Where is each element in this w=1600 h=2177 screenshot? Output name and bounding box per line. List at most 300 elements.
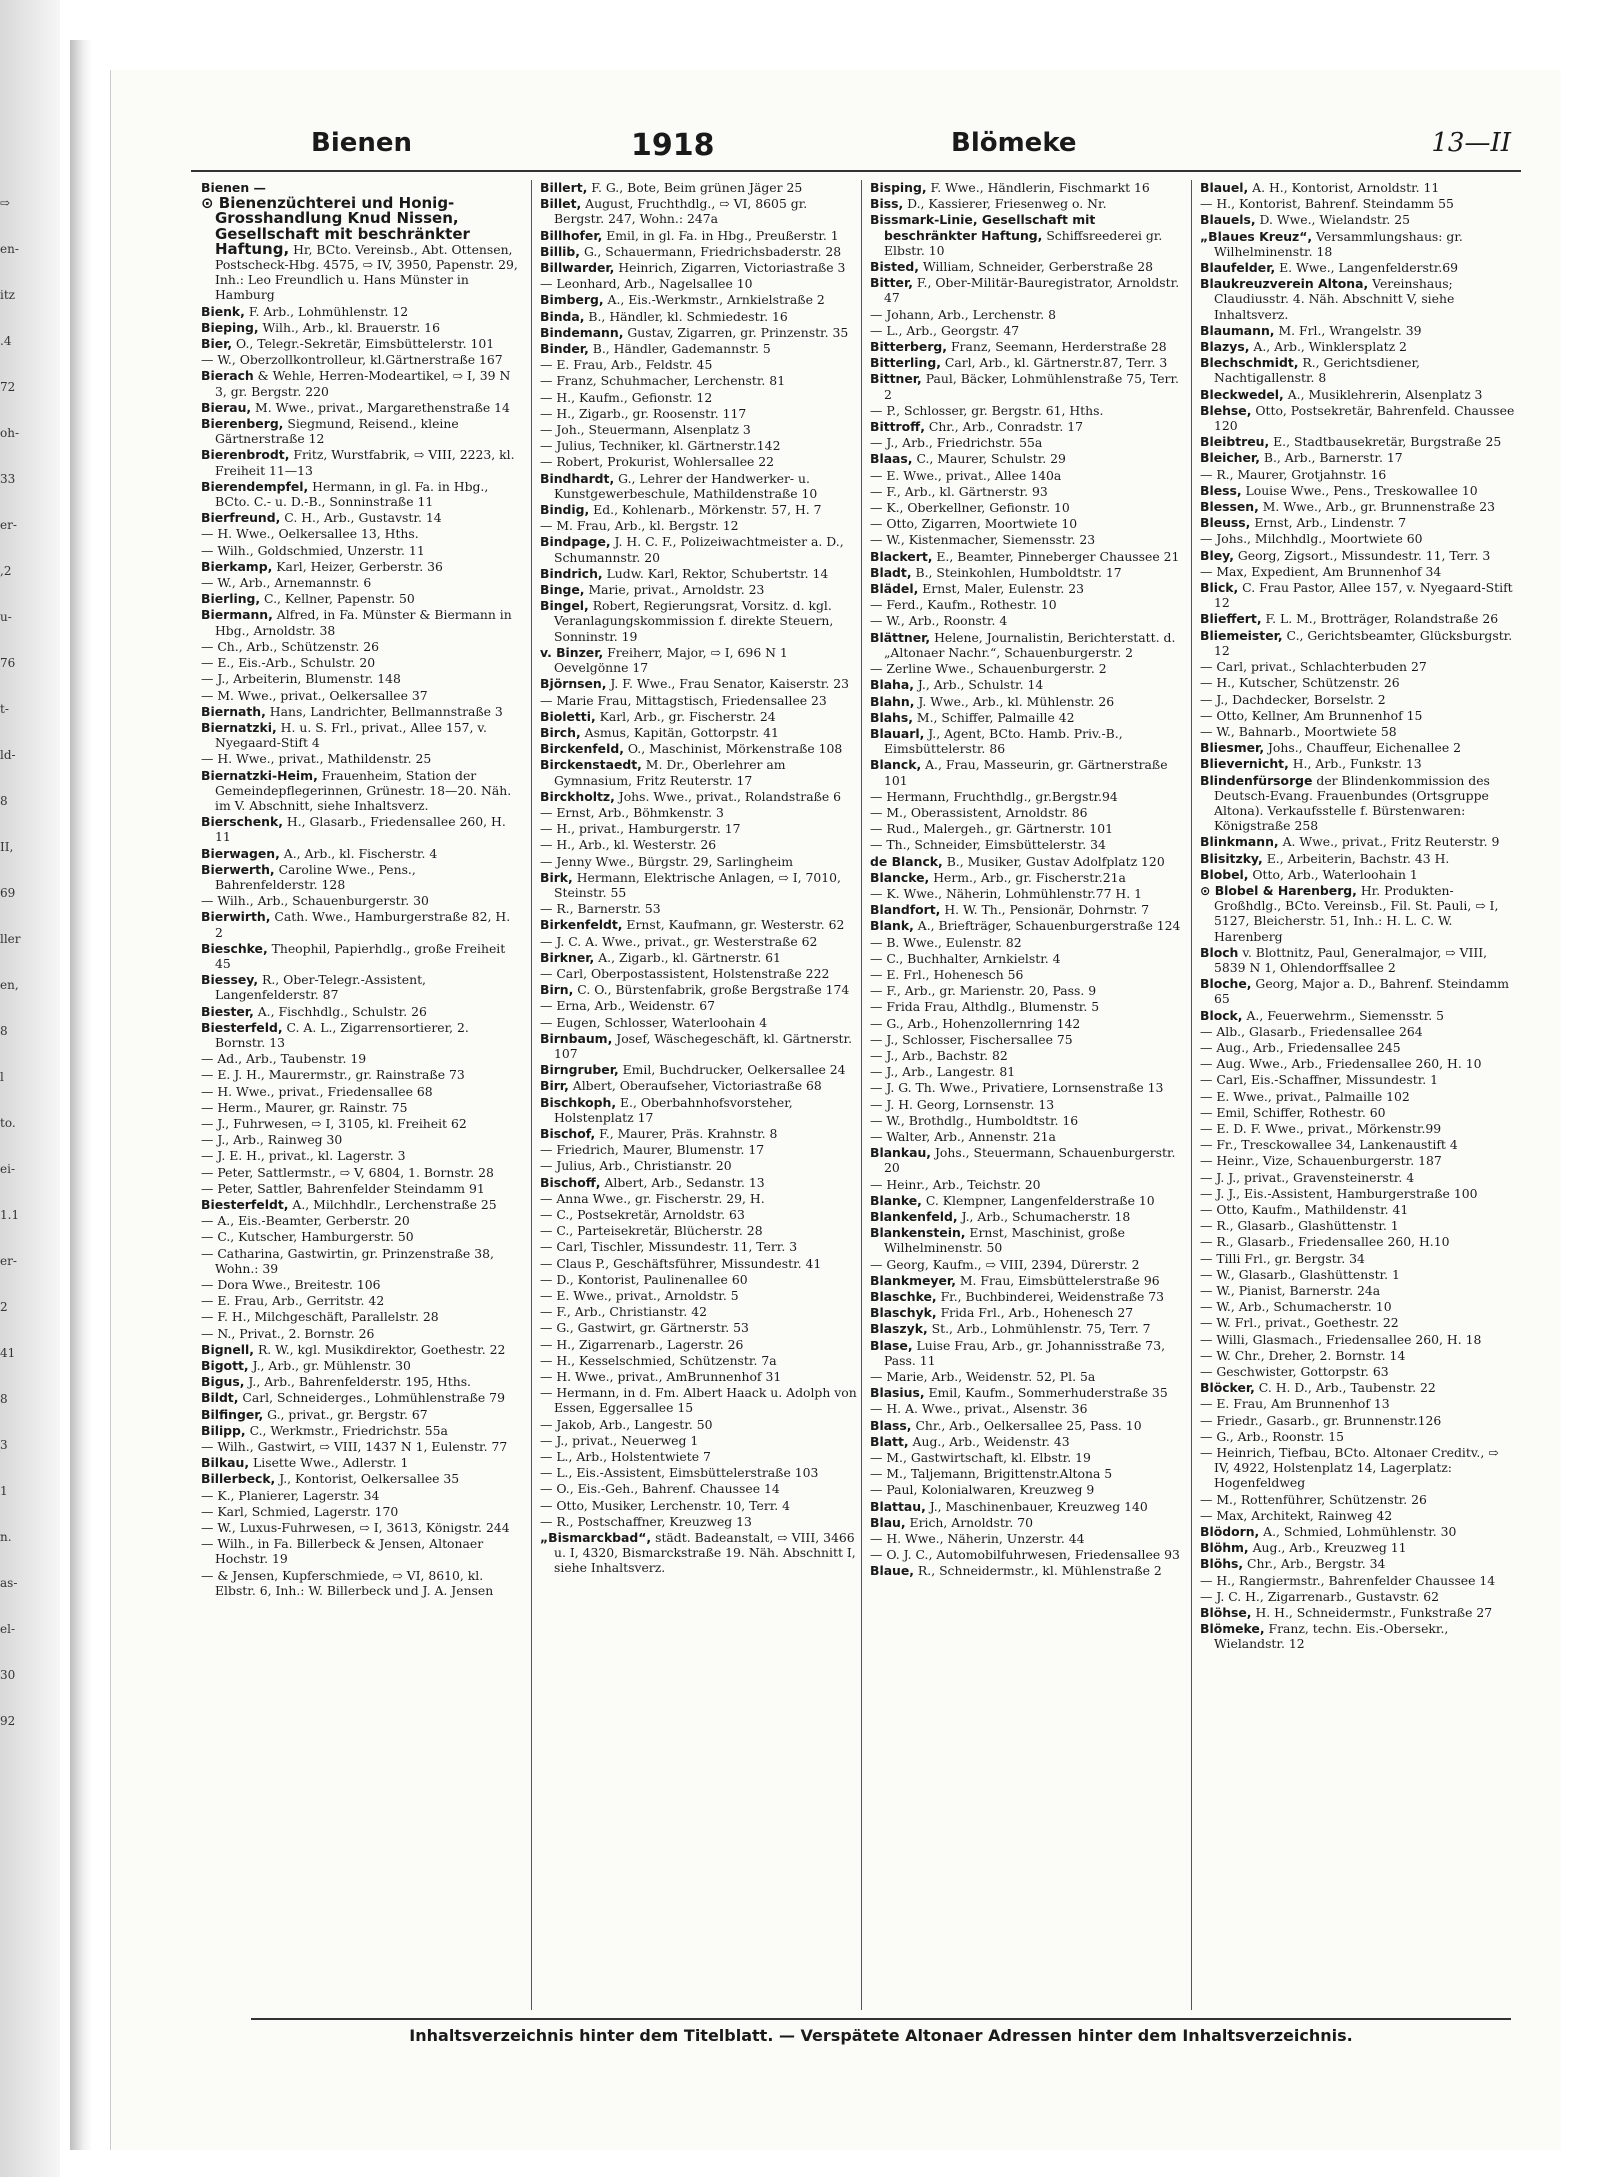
entry-name: Blankau, — [870, 1145, 932, 1161]
entry-details: — Eugen, Schlosser, Waterloohain 4 — [540, 1014, 768, 1030]
directory-entry — [540, 1320, 858, 1335]
entry-details: — H., Kontorist, Bahrenf. Steindamm 55 — [1200, 196, 1454, 212]
entry-details: — Fr., Tresckowallee 34, Lankenaustift 4 — [1200, 1137, 1458, 1153]
entry-details: C. Frau Pastor, Allee 157, v. Nyegaard-Stift 12 — [1214, 580, 1513, 611]
entry-details: — Jenny Wwe., Bürgstr. 29, Sarlingheim — [540, 853, 794, 869]
entry-details: — W., Brothdlg., Humboldtstr. 16 — [870, 1112, 1079, 1128]
entry-details: — Franz, Schuhmacher, Lerchenstr. 81 — [540, 373, 786, 389]
directory-entry — [1200, 851, 1518, 866]
entry-name: Blaszyk, — [870, 1321, 928, 1337]
entry-name: Blankenfeld, — [870, 1209, 958, 1224]
entry-details: Ed., Kohlenarb., Mörkenstr. 57, H. 7 — [589, 502, 822, 518]
directory-entry — [201, 1116, 519, 1131]
entry-details: Ludw. Karl, Rektor, Schubertstr. 14 — [602, 565, 829, 581]
entry-details: — L., Eis.-Assistent, Eimsbüttelerstraße 103 — [540, 1465, 819, 1481]
directory-entry — [1200, 1413, 1518, 1428]
directory-entry — [870, 1305, 1188, 1320]
directory-entry — [201, 575, 519, 590]
entry-details: — P., Schlosser, gr. Bergstr. 61, Hths. — [870, 402, 1104, 418]
entry-name: Bienen — — [201, 180, 266, 195]
entry-details: Ernst, Arb., Lindenstr. 7 — [1250, 515, 1407, 531]
entry-details: — W., Oberzollkontrolleur, kl.Gärtnerstraße 167 — [201, 352, 503, 368]
entry-name: Birnbaum, — [540, 1030, 613, 1046]
entry-name: de Blanck, — [870, 853, 943, 869]
directory-entry — [1200, 1445, 1518, 1491]
entry-details: — G., Arb., Hohenzollernring 142 — [870, 1015, 1081, 1031]
directory-entry — [540, 292, 858, 307]
entry-details: v. Blottnitz, Paul, Generalmajor, ⇨ VIII, 5839 N 1, Ohlendorffsallee 2 — [1214, 944, 1488, 975]
directory-entry — [870, 821, 1188, 836]
directory-entry — [870, 532, 1188, 547]
directory-entry — [201, 1407, 519, 1422]
directory-entry — [540, 1126, 858, 1141]
directory-entry — [870, 1032, 1188, 1047]
entry-details: — D., Kontorist, Paulinenallee 60 — [540, 1271, 748, 1287]
entry-details: G., privat., gr. Bergstr. 67 — [263, 1406, 428, 1422]
directory-entry — [1200, 1251, 1518, 1266]
directory-entry — [870, 886, 1188, 901]
directory-entry — [1200, 675, 1518, 690]
directory-entry — [540, 438, 858, 453]
entry-name: Block, — [1200, 1007, 1243, 1023]
entry-details: — Willi, Glasmach., Friedensallee 260, H. 18 — [1200, 1331, 1482, 1347]
entry-name: Bindig, — [540, 502, 590, 518]
directory-entry — [540, 1239, 858, 1254]
page-number: 13—II — [1431, 128, 1511, 158]
entry-details: — Otto, Musiker, Lerchenstr. 10, Terr. 4 — [540, 1497, 791, 1513]
entry-name: Bioletti, — [540, 708, 596, 724]
directory-entry — [1200, 434, 1518, 449]
margin-fragment: ,2 — [0, 564, 12, 578]
entry-name: Bierkamp, — [201, 558, 273, 574]
entry-details: — Herm., Maurer, gr. Rainstr. 75 — [201, 1099, 408, 1115]
directory-entry — [540, 1142, 858, 1157]
entry-name: Bildt, — [201, 1390, 239, 1406]
entry-name: Bigus, — [201, 1374, 245, 1390]
entry-name: Blancke, — [870, 869, 930, 885]
directory-entry — [540, 228, 858, 243]
entry-details: — Zerline Wwe., Schauenburgerstr. 2 — [870, 661, 1107, 677]
entry-details: — H., Rangiermstr., Bahrenfelder Chaussee 14 — [1200, 1572, 1496, 1588]
entry-details: — Aug., Arb., Friedensallee 245 — [1200, 1039, 1401, 1055]
entry-name: Blauels, — [1200, 212, 1256, 228]
directory-entry — [1200, 1556, 1518, 1571]
entry-name: Bloch — [1200, 944, 1239, 960]
entry-details: — C., Kutscher, Hamburgerstr. 50 — [201, 1229, 414, 1245]
entry-details: Georg, Zigsort., Missundestr. 11, Terr. 3 — [1233, 547, 1491, 563]
entry-name: Bliemeister, — [1200, 627, 1283, 643]
entry-name: Bigott, — [201, 1358, 249, 1374]
header-first-word: Bienen — [311, 128, 413, 158]
directory-entry — [1200, 1170, 1518, 1185]
entry-name: Blanck, — [870, 757, 922, 773]
entry-details: Versammlungshaus: gr. Wilhelminenstr. 18 — [1214, 228, 1463, 259]
entry-name: Bierwerth, — [201, 861, 275, 877]
entry-details: — B. Wwe., Eulenstr. 82 — [870, 934, 1022, 950]
entry-name: Blahs, — [870, 709, 913, 725]
entry-details: — Emil, Schiffer, Rothestr. 60 — [1200, 1104, 1386, 1120]
directory-entry — [201, 543, 519, 558]
entry-details: — Wilh., Arb., Schauenburgerstr. 30 — [201, 893, 429, 909]
directory-entry — [870, 1418, 1188, 1433]
entry-name: Blank, — [870, 918, 914, 934]
entry-details: — Otto, Kaufm., Mathildenstr. 41 — [1200, 1202, 1409, 1217]
entry-name: Blömeke, — [1200, 1621, 1265, 1637]
margin-fragment: .4 — [0, 334, 12, 348]
entry-name: Bierenbrodt, — [201, 447, 290, 463]
entry-details: — E. D. F. Wwe., privat., Mörkenstr.99 — [1200, 1120, 1442, 1136]
entry-name: Binder, — [540, 341, 589, 357]
entry-details: Ernst, Maschinist, große Wilhelminenstr. 50 — [884, 1225, 1125, 1256]
directory-entry — [1200, 773, 1518, 834]
entry-details: F. Wwe., Händlerin, Fischmarkt 16 — [926, 180, 1150, 195]
entry-details: J. F. Wwe., Frau Senator, Kaiserstr. 23 — [606, 676, 849, 692]
entry-details: — J. C. H., Zigarrenarb., Gustavstr. 62 — [1200, 1588, 1440, 1604]
directory-entry — [201, 1455, 519, 1470]
entry-details: Theophil, Papierhdlg., große Freiheit 45 — [215, 940, 506, 971]
directory-entry — [870, 1321, 1188, 1336]
entry-name: Bless, — [1200, 482, 1242, 498]
entry-details: — Marie, Arb., Weidenstr. 52, Pl. 5a — [870, 1369, 1096, 1385]
entry-name: Blaschyk, — [870, 1305, 937, 1321]
entry-name: Bingel, — [540, 598, 589, 614]
entry-details: — M., Gastwirtschaft, kl. Elbstr. 19 — [870, 1450, 1091, 1466]
directory-entry — [870, 1016, 1188, 1031]
directory-entry — [870, 967, 1188, 982]
entry-details: — Dora Wwe., Breitestr. 106 — [201, 1277, 381, 1293]
entry-details: — Otto, Kellner, Am Brunnenhof 15 — [1200, 707, 1423, 723]
directory-entry — [870, 355, 1188, 370]
entry-details: — H. Wwe., privat., AmBrunnenhof 31 — [540, 1369, 782, 1385]
entry-details: J., Arb., Schumacherstr. 18 — [957, 1209, 1131, 1224]
directory-entry — [1200, 339, 1518, 354]
directory-entry — [870, 1048, 1188, 1063]
entry-details: — H. Wwe., Oelkersallee 13, Hths. — [201, 526, 419, 542]
entry-details: C., Kellner, Papenstr. 50 — [260, 591, 415, 607]
entry-name: „Blaues Kreuz“, — [1200, 228, 1313, 244]
margin-fragment: oh- — [0, 426, 20, 440]
entry-details: Vereinshaus; Claudiusstr. 4. Näh. Abschnitt V, siehe Inhaltsverz. — [1214, 276, 1455, 322]
directory-entry — [1200, 1008, 1518, 1023]
directory-entry — [540, 805, 858, 820]
entry-name: Bindpage, — [540, 534, 611, 550]
entry-name: Birckenstaedt, — [540, 757, 642, 773]
entry-details: B., Steinkohlen, Humboldtstr. 17 — [911, 564, 1122, 580]
entry-details: — Tilli Frl., gr. Bergstr. 34 — [1200, 1250, 1365, 1266]
directory-entry — [1200, 1153, 1518, 1168]
entry-name: Bitterberg, — [870, 339, 948, 355]
directory-entry — [1200, 387, 1518, 402]
entry-details: — E. Frau, Arb., Gerritstr. 42 — [201, 1293, 385, 1309]
directory-entry — [201, 893, 519, 908]
directory-entry — [540, 917, 858, 932]
directory-entry — [201, 751, 519, 766]
entry-details: Karl, Arb., gr. Fischerstr. 24 — [595, 708, 776, 724]
entry-details: M. Wwe., Arb., gr. Brunnenstraße 23 — [1258, 499, 1496, 515]
directory-entry — [1200, 196, 1518, 211]
directory-entry — [1200, 548, 1518, 563]
directory-entry — [870, 451, 1188, 466]
entry-details: Johs., Chauffeur, Eichenallee 2 — [1264, 740, 1461, 756]
entry-name: Billib, — [540, 243, 581, 259]
entry-details: R., Gerichtsdiener, Nachtigallenstr. 8 — [1214, 355, 1420, 386]
entry-name: Biss, — [870, 196, 904, 212]
entry-details: — J., Arb., Rainweg 30 — [201, 1132, 343, 1148]
directory-entry — [540, 1498, 858, 1513]
directory-entry — [201, 1309, 519, 1324]
entry-details: B., Händler, kl. Schmiedestr. 16 — [584, 308, 788, 324]
entry-details: — Max, Expedient, Am Brunnenhof 34 — [1200, 563, 1442, 579]
entry-details: E., Beamter, Pinneberger Chaussee 21 — [932, 548, 1180, 564]
directory-entry — [1200, 1621, 1518, 1651]
directory-entry — [870, 902, 1188, 917]
directory-entry — [870, 307, 1188, 322]
entry-name: Blieffert, — [1200, 611, 1262, 627]
entry-name: Bierenberg, — [201, 416, 284, 432]
directory-entry — [201, 304, 519, 319]
entry-name: Blasius, — [870, 1385, 925, 1401]
entry-details: Heinrich, Zigarren, Victoriastraße 3 — [614, 260, 846, 276]
entry-details: Hr. Produkten-Großhdlg., BCto. Vereinsb., Fil. St. Pauli, ⇨ I, 5127, Bleicherstr. 51, Inh.: H. L. C. W. Harenberg — [1214, 882, 1499, 944]
directory-entry — [201, 1471, 519, 1486]
entry-details: Karl, Heizer, Gerberstr. 36 — [272, 558, 443, 574]
directory-entry — [870, 484, 1188, 499]
directory-entry — [1200, 740, 1518, 755]
entry-details: — W., Luxus-Fuhrwesen, ⇨ I, 3613, Königstr. 244 — [201, 1520, 510, 1536]
entry-details: — H. A. Wwe., privat., Alsenstr. 36 — [870, 1401, 1088, 1417]
directory-entry — [540, 196, 858, 226]
entry-details: D. Wwe., Wielandstr. 25 — [1255, 212, 1411, 228]
entry-name: Blauarl, — [870, 725, 925, 741]
directory-entry — [201, 1020, 519, 1050]
entry-name: Blaufelder, — [1200, 260, 1276, 276]
directory-entry — [870, 435, 1188, 450]
entry-details: H. u. S. Frl., privat., Allee 157, v. Nyegaard-Stift 4 — [215, 719, 487, 751]
directory-entry — [201, 368, 519, 398]
entry-name: Bloche, — [1200, 976, 1252, 992]
entry-name: Bierach — [201, 368, 254, 384]
entry-details: — K. Wwe., Näherin, Lohmühlenstr.77 H. 1 — [870, 885, 1143, 901]
margin-fragment: 72 — [0, 380, 16, 394]
entry-details: — K., Planierer, Lagerstr. 34 — [201, 1487, 380, 1503]
entry-details: — J. G. Th. Wwe., Privatiere, Lornsenstraße 13 — [870, 1080, 1164, 1096]
entry-details: F., Maurer, Präs. Krahnstr. 8 — [595, 1125, 778, 1141]
entry-details: — J. J., privat., Gravensteinerstr. 4 — [1200, 1169, 1415, 1185]
directory-entry — [201, 1148, 519, 1163]
directory-entry — [870, 212, 1188, 258]
entry-name: Blackert, — [870, 548, 933, 564]
directory-entry — [870, 468, 1188, 483]
entry-name: Bilipp, — [201, 1422, 246, 1438]
directory-entry — [870, 1113, 1188, 1128]
entry-details: Herm., Arb., gr. Fischerstr.21a — [929, 869, 1126, 885]
directory-entry — [201, 814, 519, 844]
entry-details: — Robert, Prokurist, Wohlersallee 22 — [540, 454, 775, 470]
entry-details: J. Wwe., Arb., kl. Mühlenstr. 26 — [914, 693, 1115, 709]
entry-details: A., Eis.-Werkmstr., Arnkielstraße 2 — [603, 292, 825, 308]
entry-details: Frida Frl., Arb., Hohenesch 27 — [936, 1305, 1134, 1321]
entry-name: Bierau, — [201, 399, 252, 415]
directory-entry — [1200, 1332, 1518, 1347]
directory-entry — [870, 1064, 1188, 1079]
directory-entry — [201, 1197, 519, 1212]
margin-fragment: ei- — [0, 1162, 15, 1176]
entry-details: Johs., Steuermann, Schauenburgerstr. 20 — [884, 1145, 1176, 1176]
directory-entry — [1200, 1121, 1518, 1136]
directory-entry — [540, 1433, 858, 1448]
entry-name: Blinkmann, — [1200, 834, 1279, 850]
directory-entry — [1200, 1573, 1518, 1588]
entry-details: — Wilh., Goldschmied, Unzerstr. 11 — [201, 542, 425, 558]
entry-details: R., Ober-Telegr.-Assistent, Langenfelderstr. 87 — [215, 972, 426, 1003]
directory-entry — [1200, 976, 1518, 1006]
margin-fragment: en, — [0, 978, 19, 992]
directory-entry — [540, 309, 858, 324]
entry-details: C. H., Arb., Gustavstr. 14 — [280, 510, 442, 526]
directory-entry — [870, 1080, 1188, 1095]
entry-name: Binda, — [540, 308, 585, 324]
entry-details: — Th., Schneider, Eimsbüttelerstr. 34 — [870, 837, 1106, 853]
directory-entry — [870, 323, 1188, 338]
entry-details: Georg, Major a. D., Bahrenf. Steindamm 65 — [1214, 976, 1509, 1007]
entry-details: — Peter, Sattlermstr., ⇨ V, 6804, 1. Bornstr. 28 — [201, 1164, 494, 1180]
directory-entry — [201, 400, 519, 415]
directory-entry — [201, 846, 519, 861]
entry-name: Bisted, — [870, 259, 919, 275]
directory-entry — [1200, 1267, 1518, 1282]
directory-entry — [870, 1401, 1188, 1416]
directory-entry — [870, 918, 1188, 933]
entry-name: Biesterfeld, — [201, 1019, 283, 1035]
entry-details: Alfred, in Fa. Münster & Biermann in Hbg., Arnoldstr. 38 — [215, 607, 512, 638]
directory-entry — [1200, 1299, 1518, 1314]
entry-details: — O., Eis.-Geh., Bahrenf. Chaussee 14 — [540, 1481, 780, 1497]
entry-name: Bieping, — [201, 319, 259, 335]
directory-entry — [540, 471, 858, 501]
directory-entry — [540, 518, 858, 533]
directory-entry — [870, 581, 1188, 596]
directory-entry — [1200, 1508, 1518, 1523]
entry-details: — Heinrich, Tiefbau, BCto. Altonaer Creditv., ⇨ IV, 4922, Holstenplatz 14, Lagerplatz: Hogenfeldweg — [1200, 1445, 1499, 1491]
entry-details: — J. C. A. Wwe., privat., gr. Westerstraße 62 — [540, 933, 818, 949]
directory-entry — [201, 941, 519, 971]
entry-name: Blazys, — [1200, 339, 1250, 355]
entry-details: Chr., Arb., Bergstr. 34 — [1243, 1556, 1386, 1572]
entry-details: C., Werkmstr., Friedrichstr. 55a — [245, 1422, 448, 1438]
previous-page-margin — [0, 180, 22, 2080]
entry-name: Bimberg, — [540, 292, 604, 308]
book-gutter — [70, 40, 92, 2150]
entry-details: — W., Kistenmacher, Siemensstr. 23 — [870, 532, 1096, 548]
entry-details: — J., privat., Neuerweg 1 — [540, 1432, 699, 1448]
entry-name: Bisping, — [870, 180, 927, 195]
directory-entry — [870, 597, 1188, 612]
entry-details: — E., Eis.-Arb., Schulstr. 20 — [201, 655, 376, 671]
directory-entry — [870, 1338, 1188, 1368]
entry-details: A. H., Kontorist, Arnoldstr. 11 — [1248, 180, 1440, 195]
entry-name: Biernath, — [201, 703, 266, 719]
entry-details: — Marie Frau, Mittagstisch, Friedensallee 23 — [540, 692, 827, 708]
directory-entry — [1200, 276, 1518, 322]
entry-details: — Frida Frau, Althdlg., Blumenstr. 5 — [870, 999, 1100, 1015]
entry-details: Johs. Wwe., privat., Rolandstraße 6 — [614, 788, 842, 804]
entry-details: — Catharina, Gastwirtin, gr. Prinzenstraße 38, Wohn.: 39 — [201, 1245, 494, 1276]
entry-details: Helene, Journalistin, Berichterstatt. d. „Altonaer Nachr.“, Schauenburgerstr. 2 — [884, 629, 1176, 660]
entry-name: Blaha, — [870, 677, 914, 693]
entry-details: — Friedrich, Maurer, Blumenstr. 17 — [540, 1142, 765, 1158]
directory-entry — [201, 1004, 519, 1019]
directory-entry — [1200, 1137, 1518, 1152]
entry-details: G., Schauermann, Friedrichsbaderstr. 28 — [580, 243, 842, 259]
directory-entry — [870, 1289, 1188, 1304]
entry-details: A. Wwe., privat., Fritz Reuterstr. 9 — [1278, 834, 1500, 850]
directory-entry — [540, 1369, 858, 1384]
directory-entry — [201, 1051, 519, 1066]
margin-fragment: 92 — [0, 1714, 16, 1728]
directory-entry — [870, 1369, 1188, 1384]
directory-entry — [540, 1078, 858, 1093]
entry-details: Emil, in gl. Fa. in Hbg., Preußerstr. 1 — [602, 227, 839, 243]
entry-name: Blöhm, — [1200, 1540, 1249, 1556]
entry-name: Bindhardt, — [540, 470, 615, 486]
entry-details: E., Oberbahnhofsvorsteher, Holstenplatz 17 — [554, 1094, 793, 1125]
directory-entry — [201, 671, 519, 686]
entry-details: Albert, Oberaufseher, Victoriastraße 68 — [568, 1078, 822, 1094]
directory-entry — [540, 1514, 858, 1529]
entry-details: — Peter, Sattler, Bahrenfelder Steindamm 91 — [201, 1180, 485, 1196]
directory-entry — [1200, 834, 1518, 849]
directory-entry — [870, 613, 1188, 628]
directory-entry — [870, 1531, 1188, 1546]
directory-entry — [870, 371, 1188, 401]
entry-details: — Carl, Oberpostassistent, Holstenstraße 222 — [540, 965, 830, 981]
directory-entry — [870, 180, 1188, 195]
directory-entry — [201, 909, 519, 939]
entry-details: — Paul, Kolonialwaren, Kreuzweg 9 — [870, 1482, 1095, 1498]
entry-name: Billerbeck, — [201, 1471, 276, 1487]
entry-name: Bischof, — [540, 1125, 596, 1141]
entry-details: — Otto, Zigarren, Moortwiete 10 — [870, 516, 1078, 532]
directory-entry — [540, 390, 858, 405]
directory-entry — [540, 1530, 858, 1576]
entry-details: — & Jensen, Kupferschmiede, ⇨ VI, 8610, kl. Elbstr. 6, Inh.: W. Billerbeck und J. A. Jensen — [201, 1567, 494, 1598]
directory-entry — [1200, 580, 1518, 610]
directory-entry — [870, 854, 1188, 869]
entry-name: Blisitzky, — [1200, 850, 1263, 866]
page-footer-notice: Inhaltsverzeichnis hinter dem Titelblatt. — Verspätete Altonaer Adressen hinter dem Inhaltsverzeichnis. — [251, 2018, 1511, 2045]
directory-entry — [870, 630, 1188, 660]
entry-details: Caroline Wwe., Pens., Bahrenfelderstr. 128 — [215, 861, 416, 892]
entry-details: F. Arb., Lohmühlenstr. 12 — [244, 303, 409, 319]
entry-name: Bierling, — [201, 591, 261, 607]
entry-name: Bilkau, — [201, 1455, 250, 1471]
entry-details: R. W., kgl. Musikdirektor, Goethestr. 22 — [254, 1341, 506, 1357]
entry-details: A., Frau, Masseurin, gr. Gärtnerstraße 101 — [884, 757, 1168, 788]
entry-details: William, Schneider, Gerberstraße 28 — [918, 259, 1153, 275]
directory-entry — [540, 1207, 858, 1222]
directory-entry — [540, 934, 858, 949]
directory-entry — [201, 1277, 519, 1292]
directory-entry — [540, 645, 858, 675]
directory-entry — [540, 373, 858, 388]
directory-entry — [201, 1488, 519, 1503]
entry-details: Ernst, Maler, Eulenstr. 23 — [918, 581, 1085, 597]
directory-entry — [1200, 659, 1518, 674]
entry-name: Blattau, — [870, 1498, 926, 1514]
directory-entry — [540, 1385, 858, 1415]
entry-details: Fr., Buchbinderei, Weidenstraße 73 — [936, 1289, 1165, 1305]
directory-entry — [540, 422, 858, 437]
